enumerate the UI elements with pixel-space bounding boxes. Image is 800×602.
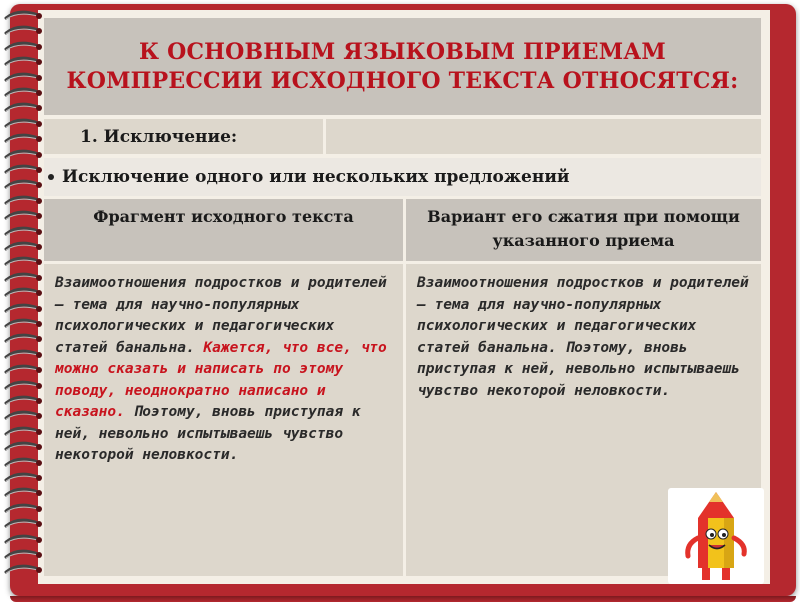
- table-header-row: [44, 199, 761, 261]
- spiral-ring: [2, 518, 42, 528]
- bullet-icon: [48, 174, 54, 180]
- spiral-ring: [2, 441, 42, 451]
- spiral-ring: [2, 503, 42, 513]
- table-body-row: [44, 264, 761, 576]
- source-text-before: Взаимоотношения подростков и родителей – тема для научно-популярных психологических и педагогических статей банальна.: [55, 275, 387, 356]
- spiral-ring: [2, 534, 42, 544]
- spiral-ring: [2, 72, 42, 82]
- spiral-ring: [2, 25, 42, 35]
- col2-header: Вариант его сжатия при помощи указанного приема: [406, 199, 761, 261]
- spiral-ring: [2, 179, 42, 189]
- spiral-ring: [2, 87, 42, 97]
- spiral-ring: [2, 303, 42, 313]
- spiral-ring: [2, 56, 42, 66]
- col1-header: Фрагмент исходного текста: [44, 199, 403, 261]
- spiral-ring: [2, 226, 42, 236]
- source-text-after: Поэтому, вновь приступая к ней, невольно испытываешь чувство некоторой неловкости.: [55, 404, 361, 463]
- spiral-ring: [2, 318, 42, 328]
- spiral-ring: [2, 457, 42, 467]
- spiral-ring: [2, 102, 42, 112]
- bullet-row: [44, 158, 761, 196]
- spiral-ring: [2, 41, 42, 51]
- spiral-ring: [2, 549, 42, 559]
- spiral-ring: [2, 256, 42, 266]
- spiral-ring: [2, 395, 42, 405]
- spiral-ring: [2, 149, 42, 159]
- spiral-ring: [2, 380, 42, 390]
- spiral-ring: [2, 10, 42, 20]
- spiral-ring: [2, 195, 42, 205]
- spiral-ring: [2, 133, 42, 143]
- item-number-label: 1. Исключение:: [44, 119, 323, 154]
- spiral-ring: [2, 287, 42, 297]
- compressed-variant-cell: Взаимоотношения подростков и родителей – тема для научно-популярных психологических и педагогических статей банальна. Поэтому, вновь приступая к ней, невольно испытываешь чувство некоторой неловкости.: [406, 264, 761, 576]
- spiral-ring: [2, 118, 42, 128]
- spiral-ring: [2, 349, 42, 359]
- spiral-binding-icon: [0, 10, 46, 590]
- spiral-ring: [2, 410, 42, 420]
- pencil-mascot-icon: [668, 488, 764, 584]
- spiral-ring: [2, 364, 42, 374]
- spiral-ring: [2, 472, 42, 482]
- spiral-ring: [2, 272, 42, 282]
- item-empty-cell: [326, 119, 761, 154]
- spiral-ring: [2, 333, 42, 343]
- source-fragment-cell: [44, 264, 403, 576]
- spiral-ring: [2, 487, 42, 497]
- page-title: К ОСНОВНЫМ ЯЗЫКОВЫМ ПРИЕМАМ КОМПРЕССИИ ИСХОДНОГО ТЕКСТА ОТНОСЯТСЯ:: [66, 38, 739, 94]
- bullet-text: Исключение одного или нескольких предложений: [62, 167, 570, 187]
- spiral-ring: [2, 426, 42, 436]
- spiral-ring: [2, 564, 42, 574]
- spiral-ring: [2, 241, 42, 251]
- spiral-ring: [2, 210, 42, 220]
- source-text-removed: Кажется, что все, что можно сказать и написать по этому поводу, неоднократно написано и сказано.: [55, 339, 387, 420]
- spiral-ring: [2, 164, 42, 174]
- title-banner: [44, 18, 761, 115]
- item-row: [44, 119, 761, 154]
